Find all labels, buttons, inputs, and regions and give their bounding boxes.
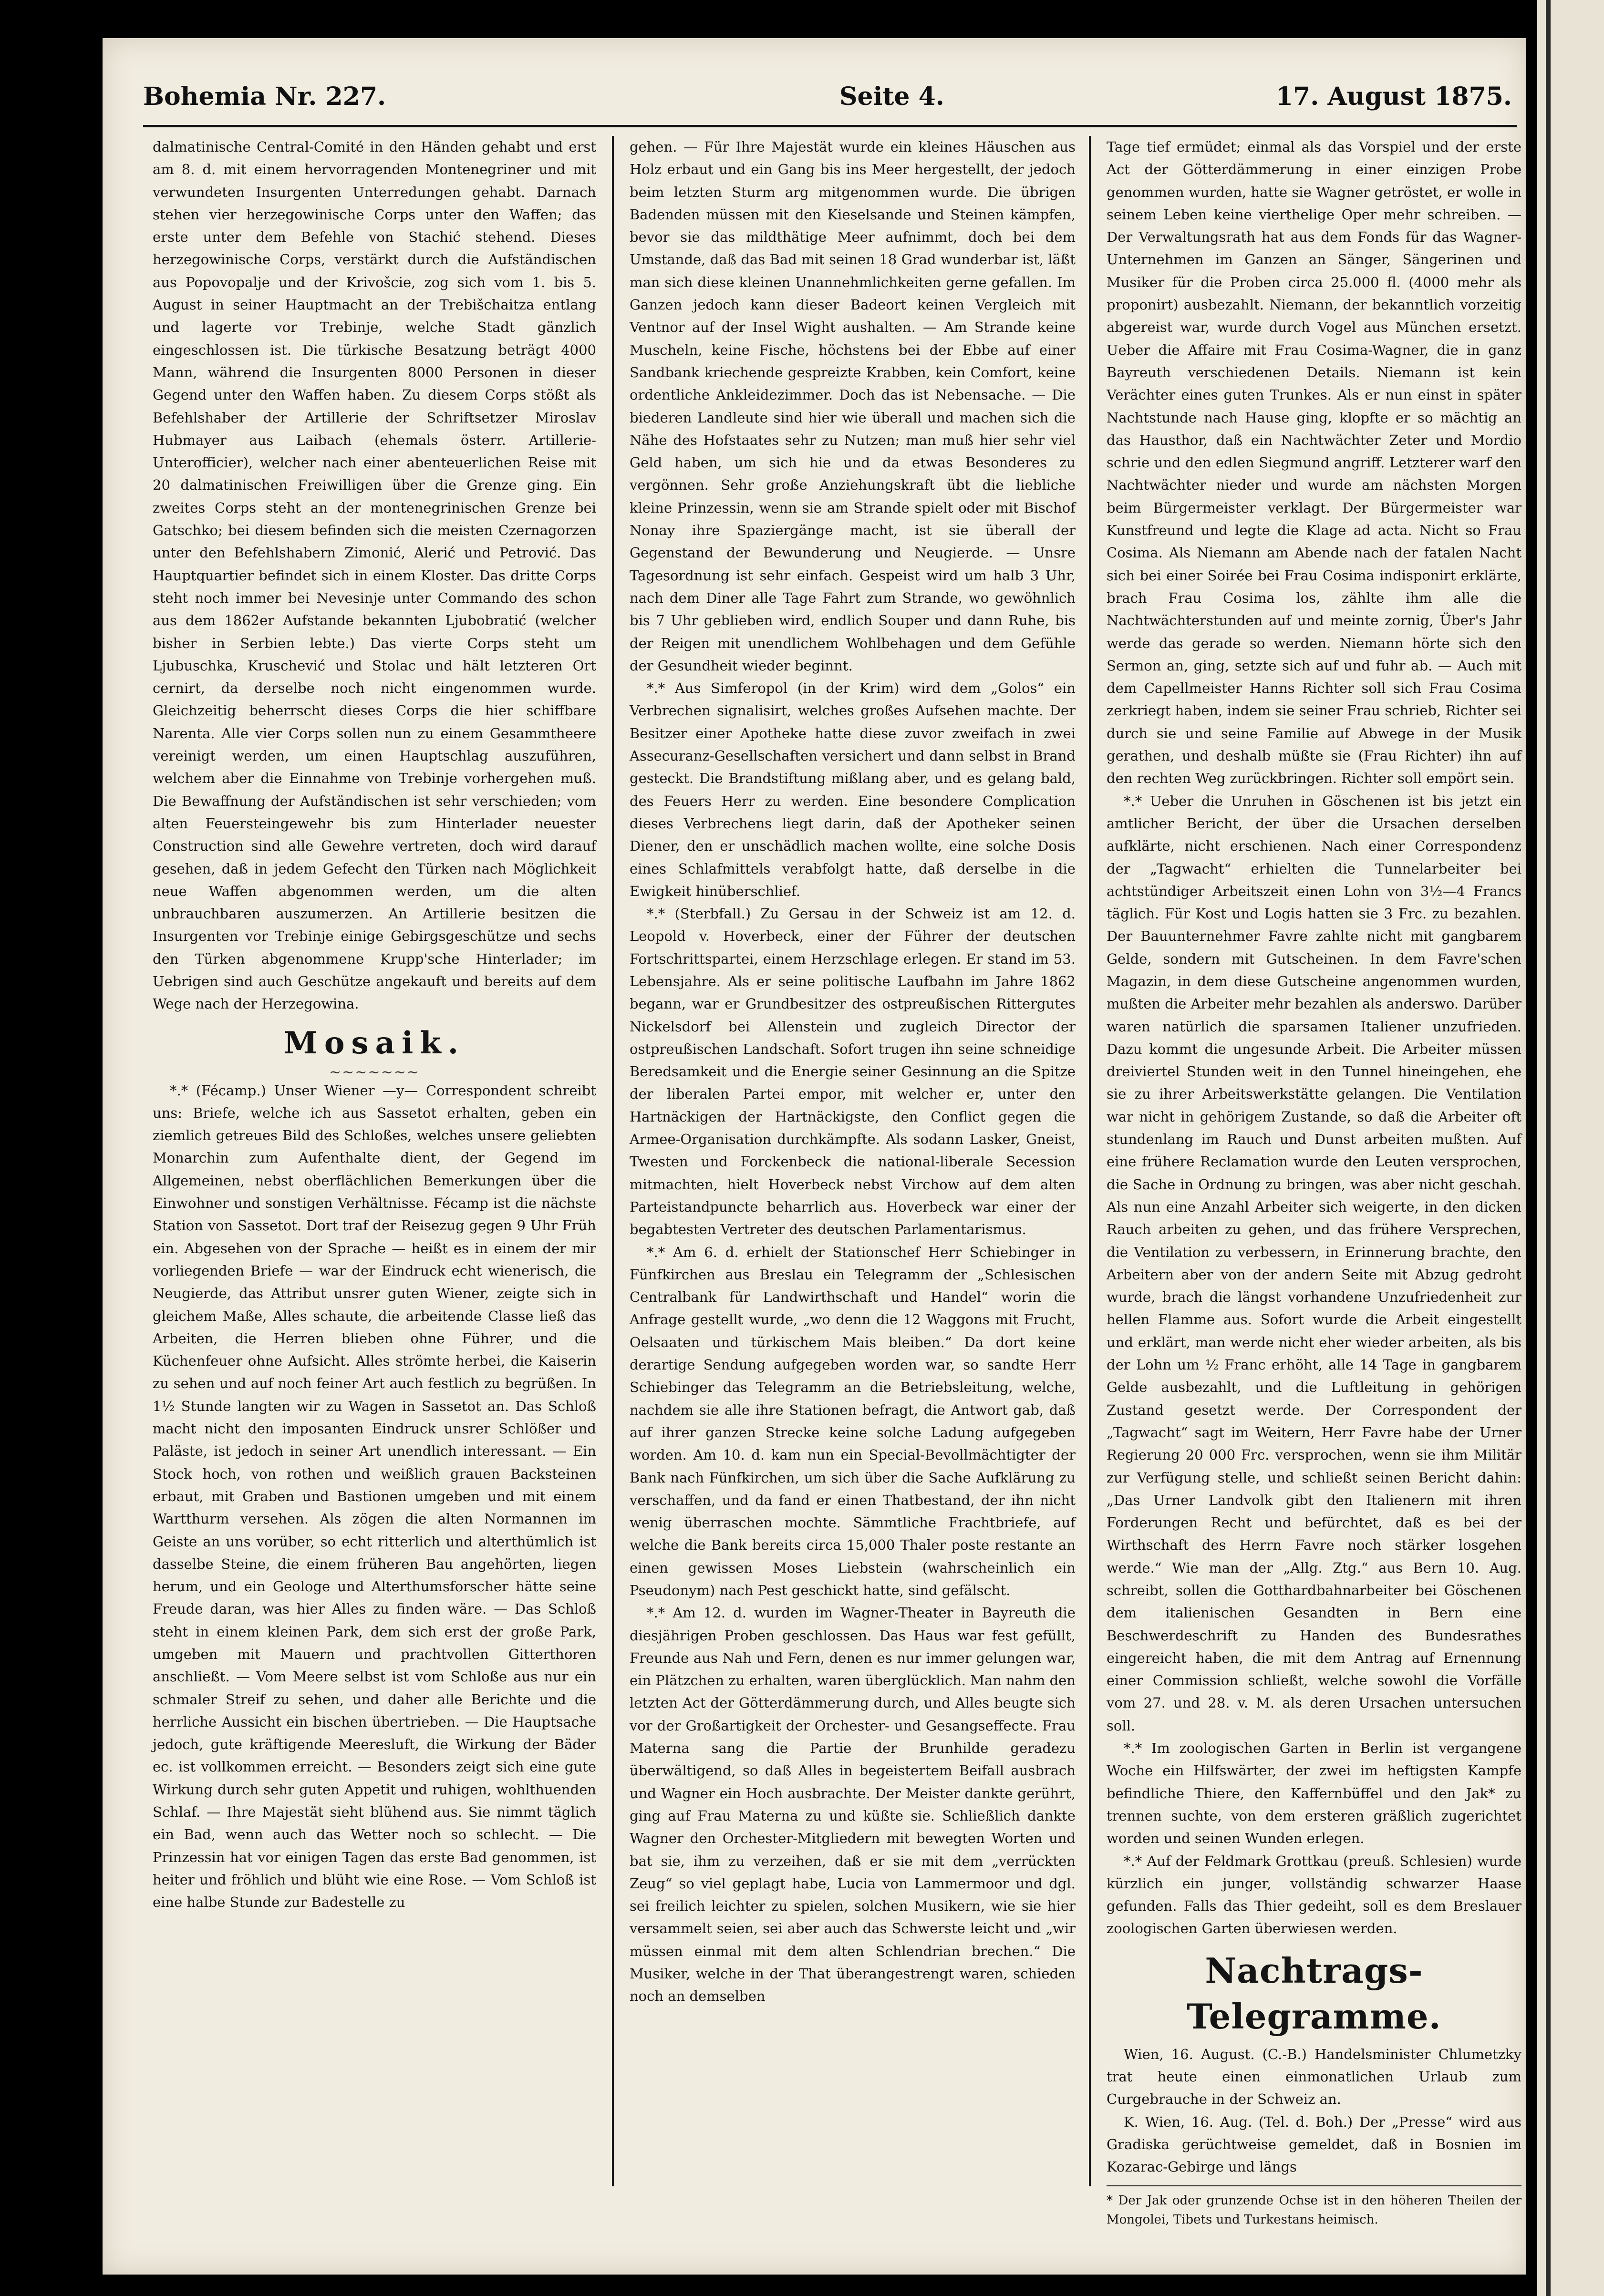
page-header [143, 82, 1517, 125]
heading-ornament: ~~~~~~~ [329, 1063, 420, 1081]
issue-date: 17. August 1875. [1275, 82, 1512, 111]
section-heading-mosaik: Mosaik. [284, 1025, 465, 1061]
telegram-text: K. Wien, 16. Aug. (Tel. d. Boh.) Der „Presse“ wird aus Gradiska gerüchtweise gemeldet, daß in Bosnien im Kozarac-Gebirge und längs [1107, 2113, 1521, 2175]
telegram-text: Wien, 16. August. (C.-B.) Handelsminister Chlumetzky trat heute einen einmonatlichen Urlaub zum Curgebrauche in der Schweiz an. [1107, 2046, 1521, 2108]
page-number: Seite 4. [839, 82, 944, 111]
article-text: *.* Am 12. d. wurden im Wagner-Theater in Bayreuth die diesjährigen Proben geschlossen. Das Haus war fest gefüllt, Freunde aus Nah und Fern, denen es nur immer gelungen war, ein Plätzchen zu erhalten, waren überglücklich. Man nahm den letzten Act der Götterdämmerung durch, und Alles beugte sich vor der Großartigkeit der Orchester- und Gesangseffecte. Frau Materna sang die Partie der Brunhilde geradezu überwältigend, so daß Alles in begeistertem Beifall ausbrach und Wagner ein Hoch ausbrachte. Der Meister dankte gerührt, ging auf Frau Materna zu und küßte sie. Schließlich dankte Wagner den Orchester-Mitgliedern mit bewegten Worten und bat sie, ihm zu verzeihen, daß er sie mit dem „verrückten Zeug“ so viel geplagt habe, Lucia von Lammermoor und dgl. sei freilich leichter zu spielen, solchen Musikern, wie sie hier versammelt seien, sei aber auch das Schwerste leicht und „wir müssen einmal mit dem alten Schlendrian brechen.“ Die Musiker, welche in der That überangestrengt waren, schieden noch an demselben [630, 1605, 1076, 2005]
article-text: gehen. — Für Ihre Majestät wurde ein kleines Häuschen aus Holz erbaut und ein Gang bis ins Meer hergestellt, der jedoch beim letzten Sturm arg mitgenommen wurde. Die übrigen Badenden müssen mit den Kieselsande und Steinen kämpfen, bevor sie das mildthätige Meer aufnimmt, doch bei dem Umstande, daß das Bad mit seinen 18 Grad wunderbar ist, läßt man sich diese kleinen Unannehmlichkeiten gerne gefallen. Im Ganzen jedoch kann dieser Badeort keinen Vergleich mit Ventnor auf der Insel Wight aushalten. — Am Strande keine Muscheln, keine Fische, höchstens bei der Ebbe auf einer Sandbank kriechende gespreizte Krabben, kein Comfort, keine ordentliche Ankleidezimmer. Doch das ist Nebensache. — Die biederen Landleute sind hier wie überall und machen sich die Nähe des Hofstaates sehr zu Nutzen; man muß hier sehr viel Geld haben, um sich hie und da etwas Besonderes zu vergönnen. Sehr große Anziehungskraft übt die liebliche kleine Prinzessin, wenn sie am Strande spielt oder mit Bischof Nonay ihre Spaziergänge macht, ist sie überall der Gegenstand der Bewunderung und Neugierde. — Unsre Tagesordnung ist sehr einfach. Gespeist wird um halb 3 Uhr, nach dem Diner alle Tage Fahrt zum Strande, wo gewöhnlich bis 7 Uhr geblieben wird, endlich Souper und dann Ruhe, bis der Reigen mit unendlichem Wohlbehagen und dem Gefühle der Gesundheit wieder beginnt. [630, 139, 1076, 674]
article-text: *.* (Fécamp.) Unser Wiener —y— Correspondent schreibt uns: Briefe, welche ich aus Sassetot erhalten, geben ein ziemlich getreues Bild des Schloßes, welches unsere geliebten Monarchin zum Aufenthalte dient, der Gegend im Allgemeinen, nebst oberflächlichen Bemerkungen über die Einwohner und sonstigen Verhältnisse. Fécamp ist die nächste Station von Sassetot. Dort traf der Reisezug gegen 9 Uhr Früh ein. Abgesehen von der Sprache — heißt es in einem der mir vorliegenden Briefe — war der Eindruck echt wienerisch, die Neugierde, das Attribut unsrer guten Wiener, zeigte sich in gleichem Maße, Alles schaute, die arbeitende Classe ließ das Arbeiten, die Herren blieben ohne Führer, und die Küchenfeuer ohne Aufsicht. Alles strömte herbei, die Kaiserin zu sehen und auf noch feiner Art auch festlich zu begrüßen. In 1½ Stunde langten wir zu Wagen in Sassetot an. Das Schloß macht nicht den imposanten Eindruck unsrer Schlößer und Paläste, ist jedoch in seiner Art unendlich interessant. — Ein Stock hoch, von rothen und weißlich grauen Backsteinen erbaut, mit Graben und Bastionen umgeben und mit einem Wartthurm versehen. Als zögen die alten Normannen im Geiste an uns vorüber, so echt ritterlich und alterthümlich ist dasselbe Steine, die einem früheren Bau angehörten, liegen herum, und ein Geologe und Alterthumsforscher hätte seine Freude daran, was hier Alles zu finden wäre. — Das Schloß steht in einem kleinen Park, dem sich erst der große Park, umgeben mit Mauern und prachtvollen Gitterthoren anschließt. — Vom Meere selbst ist vom Schloße aus nur ein schmaler Streif zu sehen, und daher alle Berichte und die herrliche Aussicht ein bischen übertrieben. — Die Hauptsache jedoch, gute kräftigende Meeresluft, die Wirkung der Bäder ec. ist vollkommen erreicht. — Besonders zeigt sich eine gute Wirkung durch sehr guten Appetit und ruhigen, wohlthuenden Schlaf. — Ihre Majestät sieht blühend aus. Sie nimmt täglich ein Bad, wenn auch das Wetter noch so schlecht. — Die Prinzessin hat vor einigen Tagen das erste Bad genommen, ist heiter und fröhlich und blüht wie eine Rose. — Vom Schloß ist eine halbe Stunde zur Badestelle zu [153, 1082, 596, 1911]
article-text: *.* Aus Simferopol (in der Krim) wird dem „Golos“ ein Verbrechen signalisirt, welches großes Aufsehen machte. Der Besitzer einer Apotheke hatte diese zuvor zweifach in zwei Assecuranz-Gesellschaften versichert und dann selbst in Brand gesteckt. Die Brandstiftung mißlang aber, und es gelang bald, des Feuers Herr zu werden. Eine besondere Complication dieses Verbrechens liegt darin, daß der Apotheker seinen Diener, den er unschädlich machen wollte, eine solche Dosis eines Schlafmittels verabfolgt hatte, daß derselbe in die Ewigkeit hinüberschlief. [630, 680, 1076, 899]
column-1 [153, 136, 596, 1914]
section-heading-telegrams: Nachtrags-Telegramme. [1187, 1950, 1441, 2037]
column-divider-1 [612, 136, 614, 2186]
article-text: dalmatinische Central-Comité in den Händen gehabt und erst am 8. d. mit einem hervorragenden Montenegriner und mit verwundeten Insurgenten Unterredungen gehabt. Darnach stehen vier herzegowinische Corps unter den Waffen; das erste unter dem Befehle von Stachić stehend. Dieses herzegowinische Corps, verstärkt durch die Aufständischen aus Popovopalje und der Krivošcie, zog sich vom 1. bis 5. August in seiner Hauptmacht an der Trebišchaitza entlang und lagerte vor Trebinje, welche Stadt gänzlich eingeschlossen ist. Die türkische Besatzung beträgt 4000 Mann, während die Insurgenten 8000 Personen in dieser Gegend unter den Waffen haben. Zu diesem Corps stößt als Befehlshaber der Artillerie der Schriftsetzer Miroslav Hubmayer aus Laibach (ehemals österr. Artillerie-Unterofficier), welcher nach einer abenteuerlichen Reise mit 20 dalmatinischen Freiwilligen über die Grenze ging. Ein zweites Corps steht an der montenegrinischen Grenze bei Gatschko; bei diesem befinden sich die meisten Czernagorzen unter den Befehlshabern Zimonić, Alerić und Petrović. Das Hauptquartier befindet sich in einem Kloster. Das dritte Corps steht noch immer bei Nevesinje unter Commando des schon aus dem 1862er Aufstande bekannten Ljubobratić (welcher bisher in Serbien lebte.) Das vierte Corps steht um Ljubuschka, Kruschević und Stolac und hält letzteren Ort cernirt, da derselbe noch nicht eingenommen wurde. Gleichzeitig beherrscht dieses Corps die hier schiffbare Narenta. Alle vier Corps sollen nun zu einem Gesammtheere vereinigt werden, um einen Hauptschlag auszuführen, welchem aber die Einnahme von Trebinje vorhergehen muß. Die Bewaffnung der Aufständischen ist sehr verschieden; vom alten Feuersteingewehr bis zum Hinterlader neuester Construction sind alle Gewehre vertreten, doch wird darauf gesehen, daß in jedem Gefecht den Türken nach Möglichkeit neue Waffen abgenommen werden, um die alten unbrauchbaren auszumerzen. An Artillerie besitzen die Insurgenten vor Trebinje einige Gebirgsgeschütze und sechs den Türken abgenommene Krupp'sche Hinterlader; im Uebrigen sind auch Geschütze angekauft und bereits auf dem Wege nach der Herzegowina. [153, 139, 596, 1012]
article-text: *.* Im zoologischen Garten in Berlin ist vergangene Woche ein Hilfswärter, der zwei im heftigsten Kampfe befindliche Thiere, den Kaffernbüffel und den Jak* zu trennen suchte, von dem ersteren gräßlich zugerichtet worden und seinen Wunden erlegen. [1107, 1740, 1521, 1847]
column-3 [1107, 136, 1521, 2229]
article-text: *.* Am 6. d. erhielt der Stationschef Herr Schiebinger in Fünfkirchen aus Breslau ein Telegramm der „Schlesischen Centralbank für Landwirthschaft und Handel“ worin die Anfrage gestellt wurde, „wo denn die 12 Waggons mit Frucht, Oelsaaten und türkischem Mais bleiben.“ Da dort keine derartige Sendung aufgegeben worden war, so sandte Herr Schiebinger das Telegramm an die Betriebsleitung, welche, nachdem sie alle ihre Stationen befragt, die Antwort gab, daß auf ihrer ganzen Strecke keine solche Ladung aufgegeben worden. Am 10. d. kam nun ein Special-Bevollmächtigter der Bank nach Fünfkirchen, um sich über die Sache Aufklärung zu verschaffen, und da fand er einen Thatbestand, der ihn nicht wenig überraschen mochte. Sämmtliche Frachtbriefe, auf welche die Bank bereits circa 15,000 Thaler poste restante an einen gewissen Moses Liebstein (wahrscheinlich ein Pseudonym) nach Pest geschickt hatte, sind gefälscht. [630, 1244, 1076, 1598]
column-divider-2 [1089, 136, 1091, 2186]
column-2 [630, 136, 1076, 2008]
article-text: *.* Auf der Feldmark Grottkau (preuß. Schlesien) wurde kürzlich ein junger, vollständig schwarzer Haase gefunden. Falls das Thier gedeiht, soll es dem Breslauer zoologischen Garten überwiesen werden. [1107, 1853, 1521, 1937]
binding-fold [1546, 0, 1551, 2296]
header-rule [143, 125, 1517, 127]
article-text: *.* Ueber die Unruhen in Göschenen ist bis jetzt ein amtlicher Bericht, der über die Ursachen derselben aufklärte, nicht erschienen. Nach einer Correspondenz der „Tagwacht“ erhielten die Tunnelarbeiter bei achtstündiger Arbeitszeit einen Lohn von 3½—4 Francs täglich. Für Kost und Logis hatten sie 3 Frc. zu bezahlen. Der Bauunternehmer Favre zahlte nicht mit gangbarem Gelde, sondern mit Gutscheinen. In dem Favre'schen Magazin, in dem diese Gutscheine angenommen wurden, mußten die Arbeiter mehr bezahlen als anderswo. Darüber waren natürlich die sparsamen Italiener unzufrieden. Dazu kommt die ungesunde Arbeit. Die Arbeiter müssen dreiviertel Stunden weit in den Tunnel hineingehen, ehe sie zu ihrer Arbeitswerkstätte gelangen. Die Ventilation war nicht in gehörigem Zustande, so daß die Arbeiter oft stundenlang im Rauch und Dunst arbeiten mußten. Auf eine frühere Reclamation wurde den Leuten versprochen, die Sache in Ordnung zu bringen, was aber nicht geschah. Als nun eine Anzahl Arbeiter sich weigerte, in den dicken Rauch arbeiten zu gehen, und das frühere Versprechen, die Ventilation zu verbessern, in Erinnerung brachte, den Arbeitern aber von der andern Seite mit Abzug gedroht wurde, brach die längst vorhandene Unzufriedenheit zur hellen Flamme aus. Sofort wurde die Arbeit eingestellt und erklärt, man werde nicht eher wieder arbeiten, als bis der Lohn um ½ Franc erhöht, alle 14 Tage in gangbarem Gelde ausbezahlt, und die Luftleitung in gehörigen Zustand gesetzt werde. Der Correspondent der „Tagwacht“ sagt im Weitern, Herr Favre habe der Urner Regierung 20 000 Frc. versprochen, wenn sie ihm Militär zur Verfügung stelle, und schließt seinen Bericht dahin: „Das Urner Landvolk gibt den Italienern mit ihren Forderungen Recht und befürchtet, daß es bei der Wirthschaft des Herrn Favre noch stärker losgehen werde.“ Wie man der „Allg. Ztg.“ aus Bern 10. Aug. schreibt, sollen die Gotthardbahnarbeiter bei Göschenen dem italienischen Gesandten in Bern eine Beschwerdeschrift zu Handen des Bundesrathes eingereicht haben, die mit dem Antrag auf Ernennung einer Commission schließt, welche sowohl die Vorfälle vom 27. und 28. v. M. als deren Ursachen untersuchen soll. [1107, 793, 1521, 1734]
article-text: Tage tief ermüdet; einmal als das Vorspiel und der erste Act der Götterdämmerung in einer einzigen Probe genommen wurden, hatte sie Wagner getröstet, er wolle in seinem Leben keine vierthelige Oper mehr schreiben. — Der Verwaltungsrath hat aus dem Fonds für das Wagner-Unternehmen im Ganzen an Sänger, Sängerinen und Musiker für die Proben circa 25.000 fl. (4000 mehr als proponirt) ausbezahlt. Niemann, der bekanntlich vorzeitig abgereist war, wurde durch Vogel aus München ersetzt. Ueber die Affaire mit Frau Cosima-Wagner, die in ganz Bayreuth verschiedenen Details. Niemann ist kein Verächter eines guten Trunkes. Als er nun einst in später Nachtstunde nach Hause ging, klopfte er so mächtig an das Hausthor, daß ein Nachtwächter Zeter und Mordio schrie und den edlen Siegmund angriff. Letzterer warf den Nachtwächter nieder und wurde am nächsten Morgen beim Bürgermeister verklagt. Der Bürgermeister war Kunstfreund und legte die Klage ad acta. Nicht so Frau Cosima. Als Niemann am Abende nach der fatalen Nacht sich bei einer Soirée bei Frau Cosima indisponirt erklärte, brach Frau Cosima los, zählte ihm alle die Nachtwächterstunden auf und meinte zornig, Über's Jahr werde das gerade so werden. Niemann hörte sich den Sermon an, ging, setzte sich auf und fuhr ab. — Auch mit dem Capellmeister Hanns Richter soll sich Frau Cosima zerkriegt haben, indem sie seiner Frau schrieb, Richter sei durch sie und seine Familie auf Abwege in der Musik gerathen, und deshalb müßte sie (Frau Richter) ihn auf den rechten Weg zurückbringen. Richter soll empört sein. [1107, 139, 1521, 787]
page-edge-strip [1537, 0, 1604, 2296]
footnote: * Der Jak oder grunzende Ochse ist in den höheren Theilen der Mongolei, Tibets und Turkestans heimisch. [1107, 2185, 1521, 2229]
article-text: *.* (Sterbfall.) Zu Gersau in der Schweiz ist am 12. d. Leopold v. Hoverbeck, einer der Führer der deutschen Fortschrittspartei, einem Herzschlage erlegen. Er stand im 53. Lebensjahre. Als er seine politische Laufbahn im Jahre 1862 begann, war er Grundbesitzer des ostpreußischen Rittergutes Nickelsdorf bei Allenstein und zugleich Director der ostpreußischen Landschaft. Sofort trugen ihn seine schneidige Beredsamkeit und die Energie seiner Gesinnung an die Spitze der liberalen Partei empor, mit welcher er, unter den Hartnäckigen der Hartnäckigste, den Conflict gegen die Armee-Organisation durchkämpfte. Als sodann Lasker, Gneist, Twesten und Forckenbeck die national-liberale Secession mitmachten, hielt Hoverbeck nebst Virchow auf dem alten Parteistandpuncte beharrlich aus. Hoverbeck war einer der begabtesten Vertreter des deutschen Parlamentarismus. [630, 906, 1076, 1238]
issue-label: Bohemia Nr. 227. [143, 82, 386, 111]
